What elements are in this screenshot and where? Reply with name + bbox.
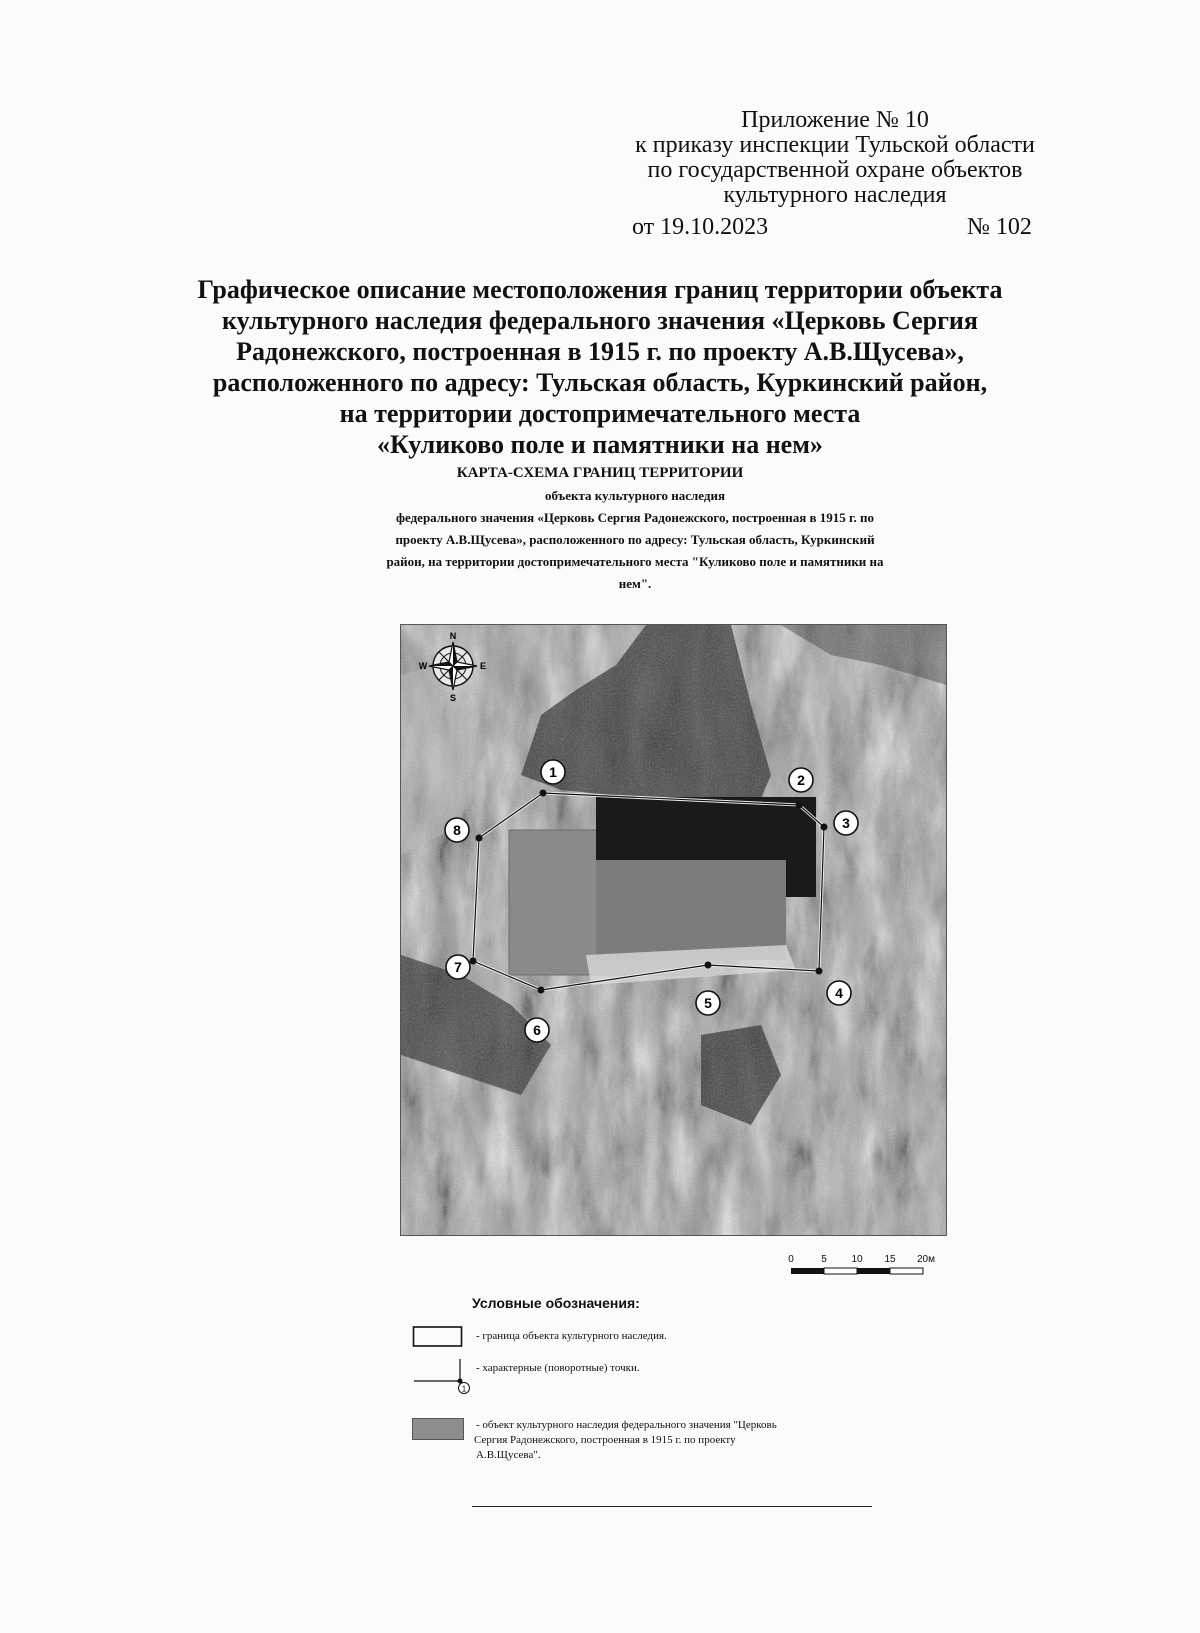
legend-item-points (412, 1357, 882, 1397)
scale-tick-label: 15 (884, 1254, 896, 1265)
point-2-label: 2 (797, 772, 805, 788)
scale-segment (824, 1268, 857, 1274)
vertex-dot (705, 962, 712, 969)
appendix-line: культурного наследия (723, 182, 947, 208)
vertex-dot (470, 958, 477, 965)
church-object-main (596, 860, 786, 960)
vertex-dot (816, 968, 823, 975)
compass-west-label: W (418, 661, 428, 671)
title-line: Радонежского, построенная в 1915 г. по проекту А.В.Щусева», (236, 337, 964, 366)
scale-tick-label: 20м (917, 1254, 935, 1265)
point-8-label: 8 (453, 822, 461, 838)
document-title (150, 274, 1050, 460)
point-8 (445, 818, 469, 842)
appendix-line: Приложение № 10 (741, 107, 929, 133)
scale-tick-label: 10 (851, 1254, 863, 1265)
scale-bar (786, 1252, 946, 1282)
map-subtitle (290, 485, 980, 595)
point-5-label: 5 (704, 995, 712, 1011)
map-heading: КАРТА-СХЕМА ГРАНИЦ ТЕРРИТОРИИ (456, 465, 744, 481)
title-line: Графическое описание местоположения границ территории объекта (197, 275, 1003, 304)
scale-tick-label: 0 (788, 1254, 794, 1265)
legend-object-line: А.В.Щусева". (476, 1449, 541, 1461)
point-4-label: 4 (835, 985, 843, 1001)
map-image (400, 624, 947, 1236)
legend-object-text (476, 1418, 876, 1463)
title-line: на территории достопримечательного места (339, 399, 861, 428)
vertex-dot (476, 835, 483, 842)
compass-east-label: E (479, 661, 487, 671)
scale-tick-label: 5 (821, 1254, 827, 1265)
compass-south-label: S (449, 693, 457, 703)
legend-object-line: - объект культурного наследия федерального значения "Церковь (476, 1419, 777, 1431)
point-6-label: 6 (533, 1022, 541, 1038)
scale-segment (857, 1268, 890, 1274)
title-line: «Куликово поле и памятники на нем» (377, 430, 823, 459)
signature-line (472, 1506, 872, 1507)
title-line: культурного наследия федерального значения «Церковь Сергия (222, 306, 978, 335)
point-1-label: 1 (549, 764, 557, 780)
point-2 (789, 768, 813, 792)
legend-title: Условные обозначения: (472, 1295, 640, 1311)
legend-object-line: Сергия Радонежского, построенная в 1915 г. по проекту (474, 1434, 736, 1446)
point-example-label: 1 (461, 1384, 467, 1394)
point-5 (696, 991, 720, 1015)
point-7 (446, 955, 470, 979)
vertex-dot (540, 790, 547, 797)
vertex-dot (796, 802, 803, 809)
title-line: расположенного по адресу: Тульская область, Куркинский район, (212, 368, 988, 397)
compass-north-label: N (449, 631, 457, 641)
scale-segment (791, 1268, 824, 1274)
appendix-line: по государственной охране объектов (647, 157, 1023, 183)
legend-item-object (412, 1416, 882, 1476)
point-1 (541, 760, 565, 784)
vertex-dot (821, 824, 828, 831)
legend-boundary-text: - граница объекта культурного наследия. (476, 1330, 667, 1342)
map-subtitle-line: федерального значения «Церковь Сергия Радонежского, построенная в 1915 г. по (396, 510, 874, 525)
vertex-dot (538, 987, 545, 994)
legend-item-boundary (412, 1325, 882, 1355)
appendix-line: к приказу инспекции Тульской области (635, 132, 1035, 158)
point-6 (525, 1018, 549, 1042)
object-legend-swatch (412, 1418, 464, 1440)
order-number: № 102 (967, 214, 1032, 240)
turning-point-legend-icon (412, 1357, 472, 1395)
boundary-legend-icon (412, 1325, 464, 1349)
point-4 (827, 981, 851, 1005)
order-date: от 19.10.2023 (632, 214, 769, 240)
map-subtitle-line: район, на территории достопримечательного места "Куликово поле и памятники на (386, 554, 884, 569)
point-3 (834, 811, 858, 835)
scale-segment (890, 1268, 923, 1274)
point-7-label: 7 (454, 959, 462, 975)
map-subtitle-line: нем". (618, 576, 652, 591)
map-svg (401, 625, 946, 1235)
point-3-label: 3 (842, 815, 850, 831)
map-subtitle-line: объекта культурного наследия (545, 488, 725, 503)
map-subtitle-line: проекту А.В.Щусева», расположенного по адресу: Тульская область, Куркинский (395, 532, 875, 547)
legend-points-text: - характерные (поворотные) точки. (476, 1362, 640, 1374)
appendix-header (560, 108, 1110, 208)
